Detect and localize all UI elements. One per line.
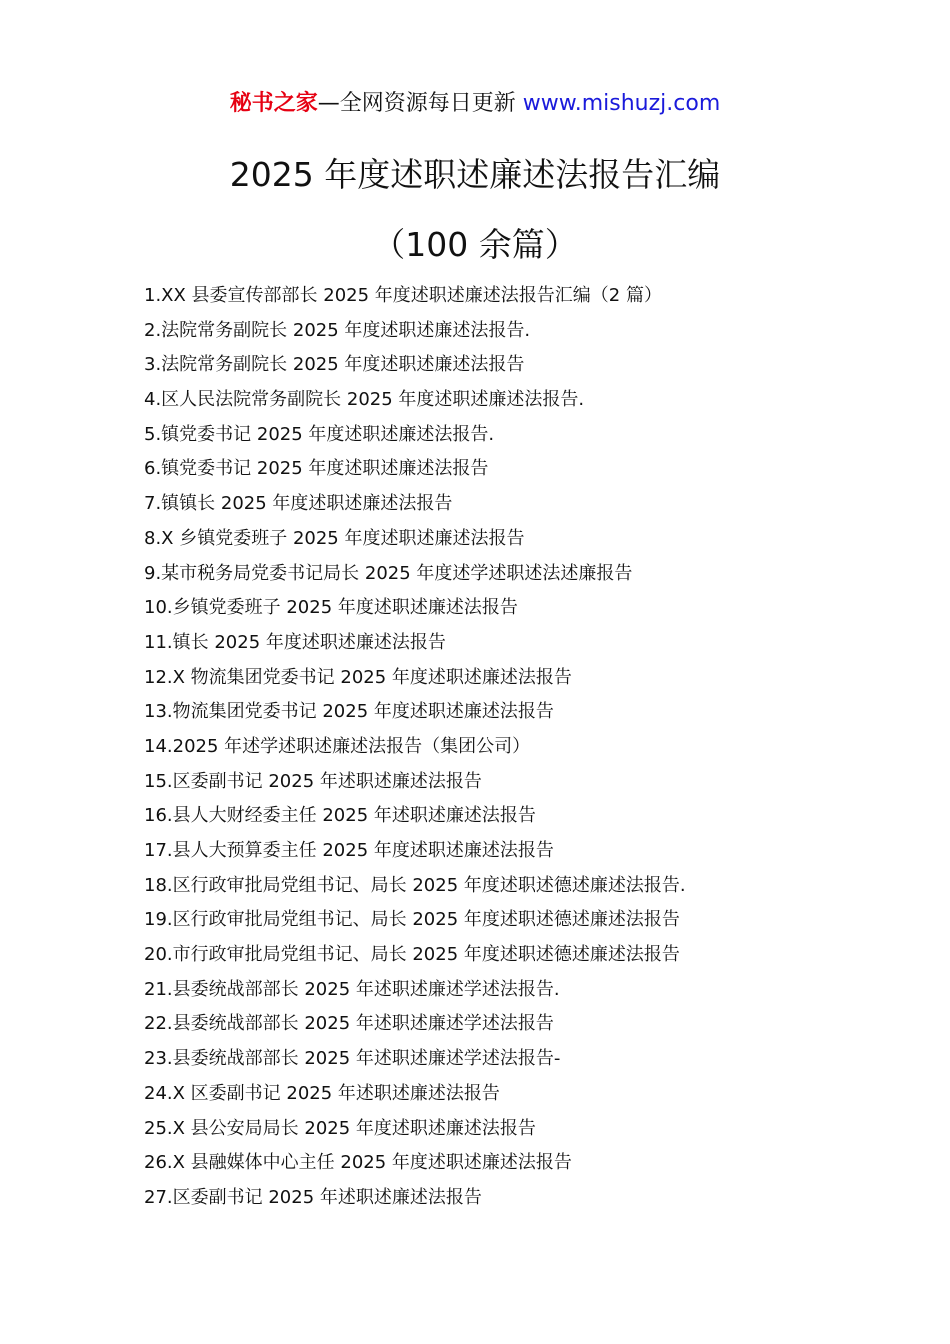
toc-item: 4.区人民法院常务副院长 2025 年度述职述廉述法报告. (144, 389, 585, 411)
toc-item: 1.XX 县委宣传部部长 2025 年度述职述廉述法报告汇编（2 篇） (144, 285, 662, 306)
toc-item: 24.X 区委副书记 2025 年述职述廉述法报告 (144, 1082, 500, 1104)
toc-item: 3.法院常务副院长 2025 年度述职述廉述法报告 (144, 354, 525, 376)
toc-item: 8.X 乡镇党委班子 2025 年度述职述廉述法报告 (144, 527, 525, 549)
toc-item: 21.县委统战部部长 2025 年述职述廉述学述法报告. (144, 978, 560, 1000)
document-title: 2025 年度述职述廉述法报告汇编 (229, 155, 721, 194)
toc-item: 2.法院常务副院长 2025 年度述职述廉述法报告. (144, 319, 531, 341)
toc-item: 19.区行政审批局党组书记、局长 2025 年度述职述德述廉述法报告 (144, 909, 680, 931)
toc-item: 23.县委统战部部长 2025 年述职述廉述学述法报告- (144, 1048, 561, 1070)
brand-name: 秘书之家 (229, 91, 318, 116)
toc-item: 6.镇党委书记 2025 年度述职述廉述法报告 (144, 458, 489, 480)
toc-item: 13.物流集团党委书记 2025 年度述职述廉述法报告 (144, 701, 554, 723)
toc-item: 27.区委副书记 2025 年述职述廉述法报告 (144, 1186, 482, 1208)
toc-item: 14.2025 年述学述职述廉述法报告（集团公司） (144, 735, 531, 757)
document-subtitle: （100 余篇） (372, 225, 578, 264)
toc-item: 17.县人大预算委主任 2025 年度述职述廉述法报告 (144, 840, 554, 861)
toc-item: 25.X 县公安局局长 2025 年度述职述廉述法报告 (144, 1117, 536, 1139)
toc-item: 5.镇党委书记 2025 年度述职述廉述法报告. (144, 423, 495, 445)
toc-item: 10.乡镇党委班子 2025 年度述职述廉述法报告 (144, 597, 518, 619)
toc-item: 11.镇长 2025 年度述职述廉述法报告 (144, 631, 446, 653)
toc-item: 20.市行政审批局党组书记、局长 2025 年度述职述德述廉述法报告 (144, 944, 680, 966)
site-header (0, 88, 950, 120)
toc-item: 15.区委副书记 2025 年述职述廉述法报告 (144, 770, 482, 792)
header-tagline: —全网资源每日更新 (317, 91, 523, 116)
toc-item: 12.X 物流集团党委书记 2025 年度述职述廉述法报告 (144, 666, 572, 688)
toc-item: 9.某市税务局党委书记局长 2025 年度述学述职述法述廉报告 (144, 562, 633, 584)
toc-item: 16.县人大财经委主任 2025 年述职述廉述法报告 (144, 805, 536, 827)
site-url-link[interactable]: www.mishuzj.com (522, 91, 721, 116)
toc-item: 7.镇镇长 2025 年度述职述廉述法报告 (144, 493, 453, 515)
table-of-contents (144, 281, 884, 1218)
toc-item: 26.X 县融媒体中心主任 2025 年度述职述廉述法报告 (144, 1152, 572, 1174)
toc-item: 22.县委统战部部长 2025 年述职述廉述学述法报告 (144, 1013, 554, 1035)
toc-item: 18.区行政审批局党组书记、局长 2025 年度述职述德述廉述法报告. (144, 874, 686, 896)
